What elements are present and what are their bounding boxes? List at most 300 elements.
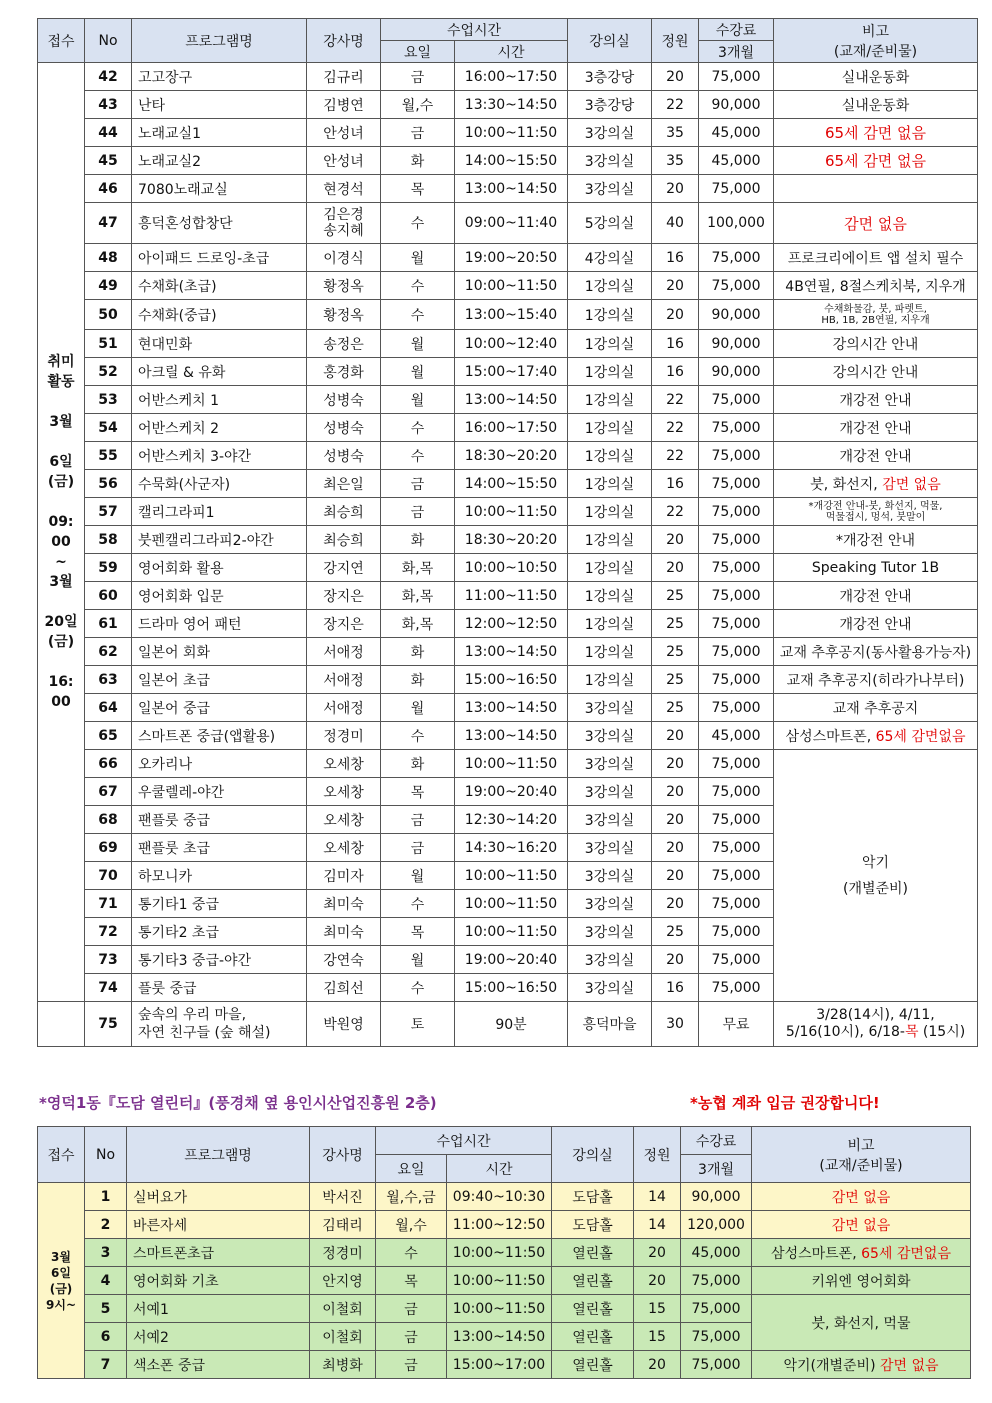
note-text: 실내운동화 (841, 69, 910, 86)
class-day: 목 (381, 175, 455, 203)
program-no: 63 (85, 666, 132, 694)
note-text: 강의시간 안내 (832, 336, 919, 353)
header2-program: 프로그램명 (127, 1127, 310, 1183)
class-time: 10:00~11:50 (455, 498, 568, 526)
class-capacity: 20 (652, 806, 699, 834)
class-capacity: 20 (634, 1239, 681, 1267)
class-fee: 75,000 (699, 470, 774, 498)
class-capacity: 16 (652, 358, 699, 386)
class-day: 수 (381, 203, 455, 244)
class-fee: 75,000 (681, 1351, 752, 1379)
class-time: 10:00~11:50 (455, 750, 568, 778)
note-small: *개강전 안내-붓, 화선지, 먹물, 먹물접시, 멍석, 붓말이 (774, 498, 978, 526)
program-no: 45 (85, 147, 132, 175)
class-fee: 75,000 (699, 244, 774, 272)
class-room: 열린홀 (552, 1295, 634, 1323)
program-name: 일본어 중급 (132, 694, 307, 722)
class-fee: 75,000 (699, 890, 774, 918)
header-time: 시간 (455, 41, 568, 63)
registration-line: 3월 (49, 414, 73, 430)
class-capacity: 20 (652, 862, 699, 890)
table-row (38, 750, 978, 778)
program-name: 아이패드 드로잉-초급 (132, 244, 307, 272)
registration-line: 6일 (49, 454, 73, 470)
instructor-name: 송정은 (307, 330, 381, 358)
class-fee: 90,000 (699, 330, 774, 358)
registration-line: 활동 (47, 374, 75, 390)
table-row (38, 63, 978, 91)
registration-line (38, 492, 84, 512)
instructor-name: 성병숙 (307, 386, 381, 414)
class-time: 19:00~20:40 (455, 778, 568, 806)
class-day: 화,목 (381, 554, 455, 582)
note (774, 638, 978, 666)
note-warning: 65세 감면없음 (861, 1245, 951, 1262)
instructor-name: 성병숙 (307, 442, 381, 470)
table-row (38, 470, 978, 498)
program-name: 영어회화 활용 (132, 554, 307, 582)
schedule-line-2b: 목 (904, 1024, 919, 1040)
instructor-name: 강지연 (307, 554, 381, 582)
class-room: 3층강당 (568, 91, 652, 119)
class-capacity: 35 (652, 147, 699, 175)
instructor-name: 안성녀 (307, 147, 381, 175)
note (774, 63, 978, 91)
instructor-name: 오세창 (307, 778, 381, 806)
note (774, 526, 978, 554)
class-capacity: 30 (652, 1002, 699, 1047)
schedule-line-2a: 5/16(10시), 6/18- (785, 1024, 905, 1040)
instructor-name: 박서진 (310, 1183, 376, 1211)
class-room: 1강의실 (568, 442, 652, 470)
class-day: 화 (381, 638, 455, 666)
instructor-name: 정경미 (310, 1239, 376, 1267)
note (774, 554, 978, 582)
class-capacity: 22 (652, 414, 699, 442)
note-text: 개강전 안내 (839, 392, 912, 409)
table-row (38, 91, 978, 119)
class-time: 09:40~10:30 (447, 1183, 552, 1211)
instructor-name: 최승희 (307, 498, 381, 526)
registration-line (38, 392, 84, 412)
program-name: 영어회화 기초 (127, 1267, 310, 1295)
note (774, 442, 978, 470)
note-text: 프로크리에이트 앱 설치 필수 (787, 250, 964, 267)
program-no: 49 (85, 272, 132, 300)
instructor-name: 장지은 (307, 610, 381, 638)
class-capacity: 15 (634, 1295, 681, 1323)
instructor-name: 최은일 (307, 470, 381, 498)
table-row (38, 1239, 971, 1267)
program-no: 67 (85, 778, 132, 806)
class-room: 1강의실 (568, 386, 652, 414)
program-no: 74 (85, 974, 132, 1002)
class-room: 1강의실 (568, 554, 652, 582)
program-no: 65 (85, 722, 132, 750)
note-text: *개강전 안내 (835, 532, 916, 549)
note-warning: 감면 없음 (880, 1357, 939, 1374)
class-fee: 75,000 (699, 414, 774, 442)
class-day: 금 (381, 498, 455, 526)
class-room: 열린홀 (552, 1323, 634, 1351)
program-name: 하모니카 (132, 862, 307, 890)
class-capacity: 20 (652, 63, 699, 91)
class-time: 13:00~14:50 (455, 175, 568, 203)
registration-line: 16: (48, 674, 74, 690)
class-fee: 75,000 (699, 750, 774, 778)
class-capacity: 20 (652, 722, 699, 750)
class-fee: 75,000 (699, 946, 774, 974)
class-day: 월 (381, 946, 455, 974)
note (774, 147, 978, 175)
calligraphy-note: 붓, 화선지, 먹물 (752, 1295, 971, 1351)
class-fee: 75,000 (699, 554, 774, 582)
class-day: 수 (381, 974, 455, 1002)
class-fee: 무료 (699, 1002, 774, 1047)
class-room: 3강의실 (568, 890, 652, 918)
header2-period: 3개월 (681, 1155, 752, 1183)
class-room: 3강의실 (568, 694, 652, 722)
registration-period (38, 1183, 85, 1379)
registration-line: 9시~ (46, 1297, 76, 1312)
instructor-name: 김규리 (307, 63, 381, 91)
class-time: 13:00~15:40 (455, 300, 568, 330)
class-capacity: 20 (652, 834, 699, 862)
class-room: 3강의실 (568, 147, 652, 175)
class-time: 15:00~16:50 (455, 666, 568, 694)
program-name: 통기타3 중급-야간 (132, 946, 307, 974)
registration-line: 6일 (51, 1265, 71, 1280)
note-text: 삼성스마트폰, (785, 728, 876, 745)
header2-day: 요일 (376, 1155, 447, 1183)
class-day: 월 (381, 244, 455, 272)
location-notice: *영덕1동『도담 열린터』(풍경채 옆 용인시산업진흥원 2층) (39, 1094, 437, 1112)
class-day: 목 (381, 778, 455, 806)
class-room: 4강의실 (568, 244, 652, 272)
class-room: 3층강당 (568, 63, 652, 91)
table-row (38, 386, 978, 414)
class-capacity: 25 (652, 918, 699, 946)
note (774, 203, 978, 244)
class-day: 월 (381, 358, 455, 386)
schedule-line-1: 3/28(14시), 4/11, (816, 1007, 935, 1023)
note-text: 개강전 안내 (839, 616, 912, 633)
program-no: 46 (85, 175, 132, 203)
program-name: 오카리나 (132, 750, 307, 778)
program-no: 44 (85, 119, 132, 147)
program-name: 서예2 (127, 1323, 310, 1351)
class-fee: 75,000 (699, 442, 774, 470)
note (774, 119, 978, 147)
class-time: 11:00~11:50 (455, 582, 568, 610)
class-capacity: 14 (634, 1183, 681, 1211)
instructor-name: 이철회 (310, 1295, 376, 1323)
class-day: 화,목 (381, 582, 455, 610)
class-time: 19:00~20:50 (455, 244, 568, 272)
registration-line: (금) (47, 634, 75, 650)
class-capacity: 25 (652, 694, 699, 722)
note (774, 582, 978, 610)
class-day: 금 (376, 1323, 447, 1351)
table-row (38, 582, 978, 610)
note (774, 91, 978, 119)
header2-time-group: 수업시간 (376, 1127, 552, 1155)
program-no: 54 (85, 414, 132, 442)
instructor-name: 최병화 (310, 1351, 376, 1379)
class-fee: 120,000 (681, 1211, 752, 1239)
instructor-name: 오세창 (307, 750, 381, 778)
class-room: 1강의실 (568, 638, 652, 666)
table-row (38, 300, 978, 330)
note-text: 악기(개별준비) (783, 1357, 880, 1374)
class-capacity: 20 (652, 272, 699, 300)
class-time: 10:00~11:50 (455, 119, 568, 147)
program-table-main-body (38, 63, 978, 1047)
class-capacity: 40 (652, 203, 699, 244)
schedule-line-2c: (15시) (918, 1024, 966, 1040)
program-no: 61 (85, 610, 132, 638)
class-room: 흥덕마을 (568, 1002, 652, 1047)
class-fee: 45,000 (681, 1239, 752, 1267)
table-row (38, 414, 978, 442)
header2-fee: 수강료 (681, 1127, 752, 1155)
program-name: 흥덕혼성합창단 (132, 203, 307, 244)
instructor-name: 오세창 (307, 834, 381, 862)
program-name: 스마트폰 중급(앱활용) (132, 722, 307, 750)
header2-room: 강의실 (552, 1127, 634, 1183)
class-day: 토 (381, 1002, 455, 1047)
class-day: 월 (381, 862, 455, 890)
class-time: 14:00~15:50 (455, 470, 568, 498)
class-time: 13:00~14:50 (455, 694, 568, 722)
class-time: 15:00~17:40 (455, 358, 568, 386)
table-row (38, 498, 978, 526)
class-time: 13:00~14:50 (455, 722, 568, 750)
table-row (38, 272, 978, 300)
class-fee: 45,000 (699, 722, 774, 750)
class-fee: 75,000 (699, 974, 774, 1002)
header-fee: 수강료 (699, 19, 774, 41)
registration-line: 20일 (44, 614, 78, 630)
program-table-main (37, 18, 978, 1047)
payment-notice: *농협 계좌 입금 권장합니다! (690, 1094, 880, 1112)
header2-capacity: 정원 (634, 1127, 681, 1183)
program-no: 62 (85, 638, 132, 666)
table-row (38, 666, 978, 694)
program-no: 73 (85, 946, 132, 974)
instrument-note: 악기 (개별준비) (774, 750, 978, 1002)
class-time: 10:00~11:50 (455, 918, 568, 946)
program-table-dodam (37, 1126, 971, 1379)
class-day: 수 (381, 722, 455, 750)
program-no: 48 (85, 244, 132, 272)
table-row (38, 358, 978, 386)
instructor-name: 안지영 (310, 1267, 376, 1295)
class-fee: 100,000 (699, 203, 774, 244)
registration-line: 09: (48, 514, 74, 530)
program-name: 아크릴 & 유화 (132, 358, 307, 386)
header-program: 프로그램명 (132, 19, 307, 63)
note-text: 4B연필, 8절스케치북, 지우개 (785, 278, 966, 295)
instructor-name: 오세창 (307, 806, 381, 834)
class-room: 3강의실 (568, 918, 652, 946)
instructor-name: 서애정 (307, 666, 381, 694)
program-name: 일본어 회화 (132, 638, 307, 666)
instructor-name: 안성녀 (307, 119, 381, 147)
note (752, 1211, 971, 1239)
table-row (38, 1351, 971, 1379)
class-day: 월,수 (376, 1211, 447, 1239)
program-no: 52 (85, 358, 132, 386)
note-warning: 감면 없음 (882, 476, 941, 493)
table-row (38, 610, 978, 638)
table-row (38, 554, 978, 582)
class-capacity: 22 (652, 91, 699, 119)
program-name: 붓펜캘리그라피2-야간 (132, 526, 307, 554)
class-time: 19:00~20:40 (455, 946, 568, 974)
note (752, 1351, 971, 1379)
instructor-name: 현경석 (307, 175, 381, 203)
registration-empty (38, 1002, 85, 1047)
program-no: 64 (85, 694, 132, 722)
class-room: 3강의실 (568, 946, 652, 974)
instructor-name: 최미숙 (307, 890, 381, 918)
note (774, 272, 978, 300)
program-no: 57 (85, 498, 132, 526)
program-table-dodam-body (38, 1183, 971, 1379)
class-room: 1강의실 (568, 666, 652, 694)
program-no: 5 (85, 1295, 127, 1323)
note-text: 개강전 안내 (839, 588, 912, 605)
note-text: 강의시간 안내 (832, 364, 919, 381)
table-row (38, 147, 978, 175)
instructor-name: 서애정 (307, 694, 381, 722)
header2-time: 시간 (447, 1155, 552, 1183)
class-fee: 75,000 (699, 918, 774, 946)
program-name: 통기타1 중급 (132, 890, 307, 918)
note (774, 175, 978, 203)
class-capacity: 25 (652, 610, 699, 638)
class-day: 수 (381, 890, 455, 918)
instructor-name: 김태리 (310, 1211, 376, 1239)
instructor-name: 정경미 (307, 722, 381, 750)
class-time: 18:30~20:20 (455, 526, 568, 554)
class-fee: 75,000 (699, 778, 774, 806)
class-capacity: 16 (652, 244, 699, 272)
registration-line (38, 652, 84, 672)
class-time: 12:00~12:50 (455, 610, 568, 638)
note-text: Speaking Tutor 1B (811, 559, 940, 576)
program-name: 캘리그라피1 (132, 498, 307, 526)
class-capacity: 22 (652, 498, 699, 526)
class-day: 금 (381, 119, 455, 147)
program-no: 70 (85, 862, 132, 890)
class-time: 14:00~15:50 (455, 147, 568, 175)
class-fee: 90,000 (699, 358, 774, 386)
class-room: 3강의실 (568, 750, 652, 778)
note (774, 694, 978, 722)
class-time: 13:00~14:50 (455, 638, 568, 666)
note-warning: 감면 없음 (831, 1217, 891, 1234)
class-capacity: 25 (652, 666, 699, 694)
note-text: 실내운동화 (841, 97, 910, 114)
instructor-name: 박원영 (307, 1002, 381, 1047)
class-day: 화,목 (381, 610, 455, 638)
table-row (38, 722, 978, 750)
program-name: 통기타2 초급 (132, 918, 307, 946)
class-capacity: 20 (652, 526, 699, 554)
table-row (38, 1183, 971, 1211)
registration-line: (금) (49, 1281, 73, 1296)
program-no: 60 (85, 582, 132, 610)
program-no: 43 (85, 91, 132, 119)
header-period: 3개월 (699, 41, 774, 63)
header-time-group: 수업시간 (381, 19, 568, 41)
program-no: 59 (85, 554, 132, 582)
program-name: 영어회화 입문 (132, 582, 307, 610)
table-row (38, 1295, 971, 1323)
class-day: 수 (381, 300, 455, 330)
note-text: 삼성스마트폰, (771, 1245, 862, 1262)
note (752, 1267, 971, 1295)
class-capacity: 35 (652, 119, 699, 147)
header2-note: 비고 (교재/준비물) (752, 1127, 971, 1183)
class-fee: 75,000 (699, 526, 774, 554)
class-time: 15:00~16:50 (455, 974, 568, 1002)
registration-line: 3월 (49, 574, 73, 590)
program-no: 42 (85, 63, 132, 91)
header2-instructor: 강사명 (310, 1127, 376, 1183)
class-fee: 75,000 (699, 175, 774, 203)
class-time: 09:00~11:40 (455, 203, 568, 244)
class-day: 금 (381, 834, 455, 862)
instructor-name: 이경식 (307, 244, 381, 272)
program-no: 55 (85, 442, 132, 470)
program-name: 일본어 초급 (132, 666, 307, 694)
class-fee: 75,000 (699, 694, 774, 722)
program-no: 56 (85, 470, 132, 498)
program-no: 71 (85, 890, 132, 918)
registration-line: 3월 (51, 1249, 71, 1264)
program-no: 4 (85, 1267, 127, 1295)
note-warning: 65세 감면 없음 (824, 124, 927, 142)
class-day: 수 (381, 442, 455, 470)
class-time: 16:00~17:50 (455, 63, 568, 91)
note-text: 교재 추후공지 (832, 700, 919, 717)
program-name: 노래교실1 (132, 119, 307, 147)
registration-period (38, 63, 85, 1002)
note (774, 666, 978, 694)
program-name: 드라마 영어 패턴 (132, 610, 307, 638)
note-warning: 감면 없음 (831, 1189, 891, 1206)
class-time: 10:00~11:50 (455, 890, 568, 918)
table-row (38, 526, 978, 554)
program-no: 58 (85, 526, 132, 554)
class-time: 18:30~20:20 (455, 442, 568, 470)
class-room: 1강의실 (568, 498, 652, 526)
class-day: 월 (381, 386, 455, 414)
table-row (38, 119, 978, 147)
class-day: 화 (381, 666, 455, 694)
program-name: 노래교실2 (132, 147, 307, 175)
program-name: 색소폰 중급 (127, 1351, 310, 1379)
table-row (38, 244, 978, 272)
note-text: 개강전 안내 (839, 420, 912, 437)
program-name: 서예1 (127, 1295, 310, 1323)
instructor-name: 황정옥 (307, 300, 381, 330)
class-capacity: 20 (652, 175, 699, 203)
table-row (38, 638, 978, 666)
